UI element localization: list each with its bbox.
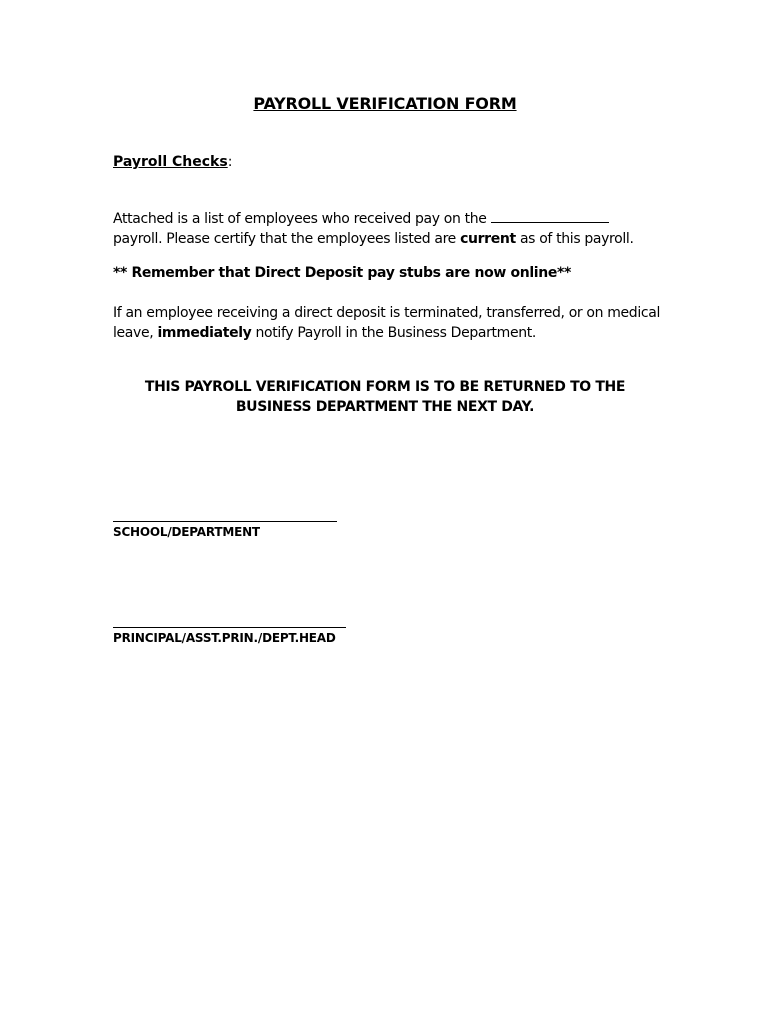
- principal-label: PRINCIPAL/ASST.PRIN./DEPT.HEAD: [113, 631, 336, 645]
- instructions-bold-current: current: [460, 231, 516, 247]
- section-heading-text: Payroll Checks: [113, 154, 228, 170]
- payroll-date-blank[interactable]: [491, 210, 609, 223]
- instructions-line2-end: as of this payroll.: [515, 231, 634, 247]
- section-heading-colon: :: [227, 154, 233, 170]
- instructions-paragraph: [113, 209, 673, 249]
- termination-paragraph: [113, 303, 673, 343]
- termination-bold-immediately: immediately: [157, 325, 252, 341]
- instructions-line1: Attached is a list of employees who received pay on the: [113, 211, 491, 227]
- termination-text-end: notify Payroll in the Business Department.: [251, 325, 536, 341]
- direct-deposit-reminder: ** Remember that Direct Deposit pay stubs are now online**: [113, 265, 571, 281]
- return-notice-line2: BUSINESS DEPARTMENT THE NEXT DAY.: [235, 399, 535, 415]
- principal-signature-line[interactable]: [113, 627, 346, 628]
- return-notice: [0, 377, 770, 417]
- termination-text: If an employee receiving a direct deposit is terminated, transferred, or on medical leave,: [113, 305, 661, 341]
- school-department-label: SCHOOL/DEPARTMENT: [113, 525, 260, 539]
- return-notice-line1: THIS PAYROLL VERIFICATION FORM IS TO BE RETURNED TO THE: [144, 379, 626, 395]
- school-department-signature-line[interactable]: [113, 521, 337, 522]
- form-title: PAYROLL VERIFICATION FORM: [253, 94, 517, 113]
- instructions-line2: payroll. Please certify that the employees listed are: [113, 231, 461, 247]
- section-heading: [113, 154, 232, 170]
